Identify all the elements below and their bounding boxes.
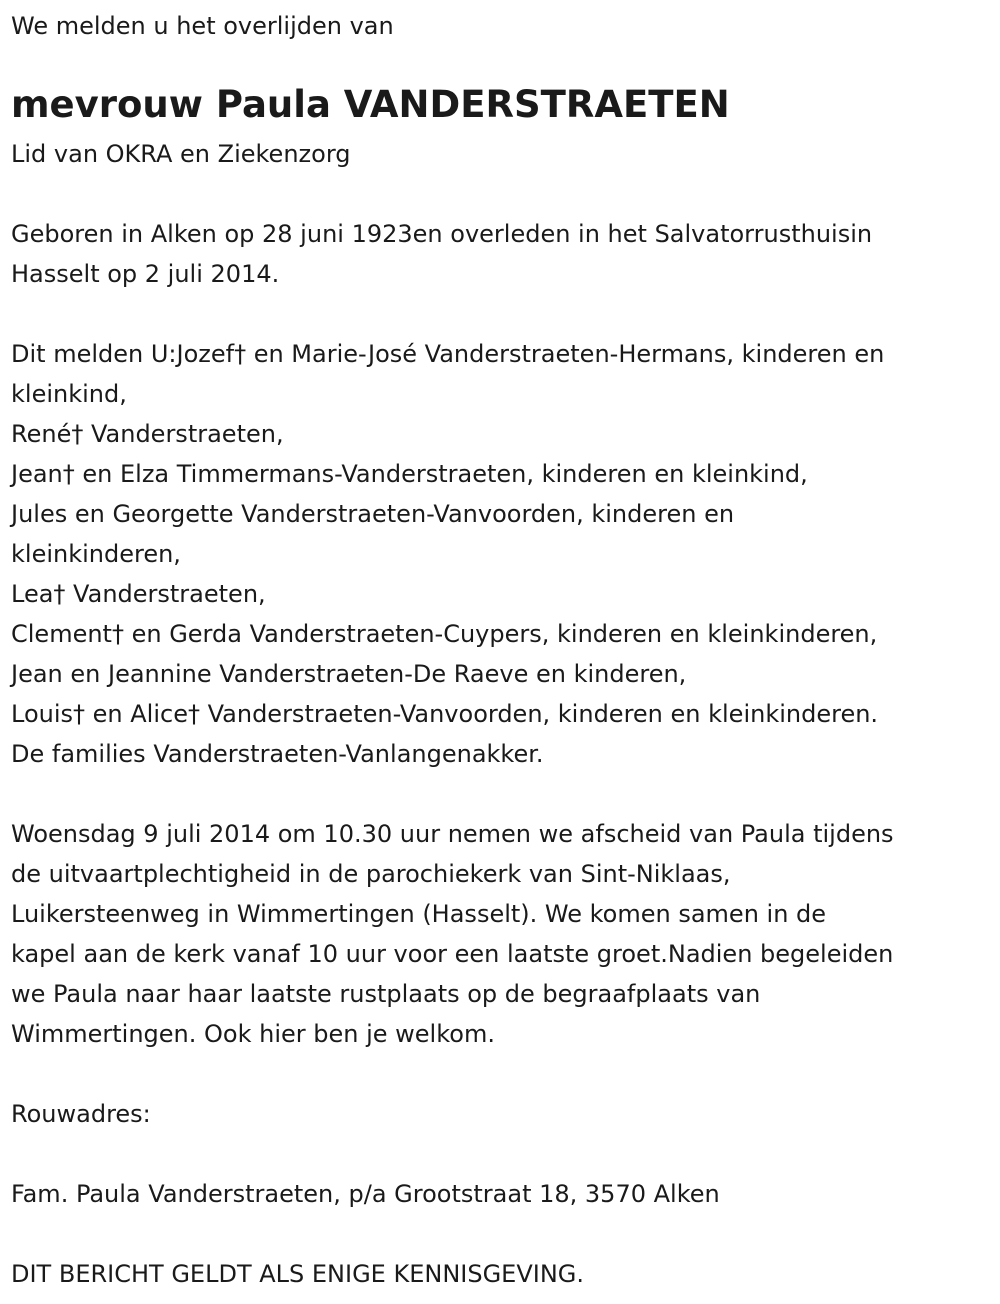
paragraph-line: Luikersteenweg in Wimmertingen (Hasselt). We komen samen in de: [11, 900, 827, 928]
paragraph-line: de uitvaartplechtigheid in de parochiekerk van Sint-Niklaas,: [11, 860, 731, 888]
paragraph-line: Geboren in Alken op 28 juni 1923en overleden in het Salvatorrusthuisin: [11, 220, 873, 248]
family-line: Lea† Vanderstraeten,: [11, 580, 266, 608]
membership-text: Lid van OKRA en Ziekenzorg: [11, 140, 351, 168]
paragraph-line: kapel aan de kerk vanaf 10 uur voor een laatste groet.Nadien begeleiden: [11, 940, 894, 968]
family-list: [11, 334, 884, 774]
family-line: Louis† en Alice† Vanderstraeten-Vanvoorden, kinderen en kleinkinderen.: [11, 700, 879, 728]
family-line: kleinkind,: [11, 380, 127, 408]
paragraph-line: Hasselt op 2 juli 2014.: [11, 260, 280, 288]
paragraph-line: Woensdag 9 juli 2014 om 10.30 uur nemen we afscheid van Paula tijdens: [11, 820, 894, 848]
family-line: Dit melden U:Jozef† en Marie-José Vanderstraeten-Hermans, kinderen en: [11, 340, 885, 368]
family-line: Jean en Jeannine Vanderstraeten-De Raeve en kinderen,: [11, 660, 687, 688]
family-line: Clement† en Gerda Vanderstraeten-Cuypers, kinderen en kleinkinderen,: [11, 620, 878, 648]
deceased-name: mevrouw Paula VANDERSTRAETEN: [11, 83, 730, 126]
birth-death-paragraph: [11, 214, 872, 294]
paragraph-line: Wimmertingen. Ook hier ben je welkom.: [11, 1020, 495, 1048]
family-line: Jean† en Elza Timmermans-Vanderstraeten, kinderen en kleinkind,: [11, 460, 808, 488]
family-line: kleinkinderen,: [11, 540, 181, 568]
family-line: Jules en Georgette Vanderstraeten-Vanvoorden, kinderen en: [11, 500, 735, 528]
address-label: Rouwadres:: [11, 1100, 151, 1128]
mourning-address: Fam. Paula Vanderstraeten, p/a Grootstraat 18, 3570 Alken: [11, 1180, 720, 1208]
family-line: De families Vanderstraeten-Vanlangenakker.: [11, 740, 544, 768]
notice-text: DIT BERICHT GELDT ALS ENIGE KENNISGEVING.: [11, 1260, 585, 1288]
funeral-service-paragraph: [11, 814, 894, 1054]
family-line: René† Vanderstraeten,: [11, 420, 284, 448]
paragraph-line: we Paula naar haar laatste rustplaats op de begraafplaats van: [11, 980, 761, 1008]
intro-text: We melden u het overlijden van: [11, 12, 394, 40]
